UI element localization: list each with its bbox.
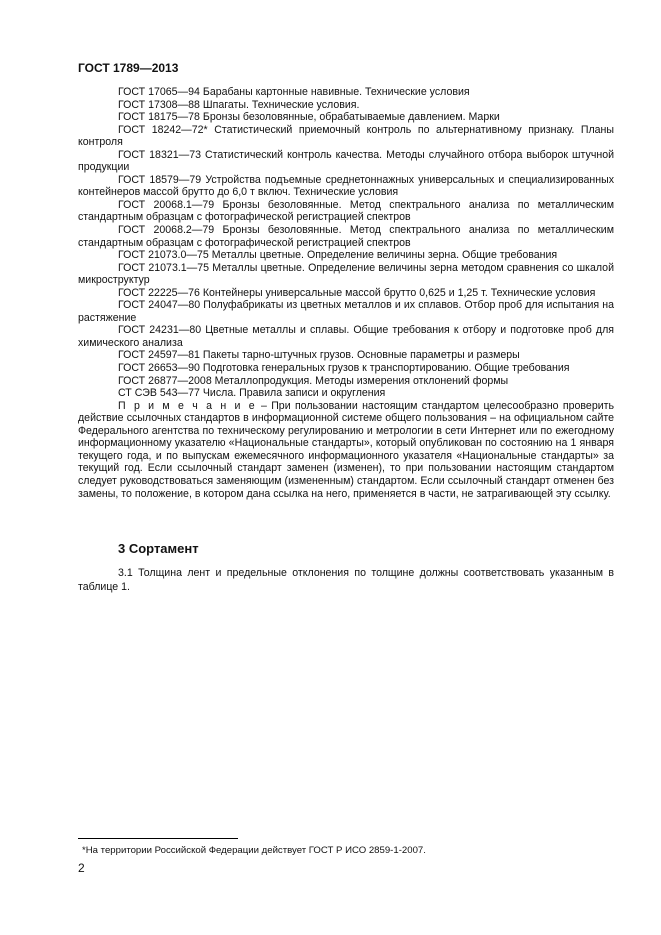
reference-item: ГОСТ 18321—73 Статистический контроль качества. Методы случайного отбора выборок штучной продукции <box>78 148 614 174</box>
reference-item: ГОСТ 26653—90 Подготовка генеральных грузов к транспортированию. Общие требования <box>118 362 570 375</box>
page-number: 2 <box>78 861 85 875</box>
section-heading: 3 Сортамент <box>118 541 199 556</box>
reference-item: ГОСТ 20068.1—79 Бронзы безоловянные. Метод спектрального анализа по металлическим стандартным образцам с фотографической регистрацией спектров <box>78 198 614 224</box>
reference-item: ГОСТ 24231—80 Цветные металлы и сплавы. Общие требования к отбору и подготовке проб для химического анализа <box>78 324 614 349</box>
section-body <box>78 567 614 594</box>
document-header: ГОСТ 1789—2013 <box>78 61 179 75</box>
note-label: П р и м е ч а н и е <box>118 399 257 412</box>
footnote: *На территории Российской Федерации действует ГОСТ Р ИСО 2859-1-2007. <box>82 845 426 856</box>
reference-item: ГОСТ 26877—2008 Металлопродукция. Методы измерения отклонений формы <box>118 374 509 387</box>
note-text: – При пользовании настоящим стандартом целесообразно проверить действие ссылочных стандартов в информационной системе общего пользования – на официальном сайте Федерального агентства по техническому регулированию и метрологии в сети Интернет или по ежегодному информационному указателю «Национальные стандарты», который опубликован по состоянию на 1 января текущего года, и по выпускам ежемесячного информационного указателя «Национальные стандарты» за текущий год. Если ссылочный стандарт заменен (изменен), то при пользовании настоящим стандартом следует руководствоваться заменяющим (измененным) стандартом. Если ссылочный стандарт отменен без замены, то положение, в котором дана ссылка на него, применяется в части, не затрагивающей эту ссылку. <box>78 399 614 500</box>
reference-item: ГОСТ 17308—88 Шпагаты. Технические условия. <box>118 98 360 111</box>
reference-item: ГОСТ 21073.1—75 Металлы цветные. Определение величины зерна методом сравнения со шкалой микроструктур <box>78 261 614 287</box>
reference-item: ГОСТ 21073.0—75 Металлы цветные. Определение величины зерна. Общие требования <box>118 249 558 262</box>
reference-item: ГОСТ 24597—81 Пакеты тарно-штучных грузов. Основные параметры и размеры <box>118 349 520 362</box>
reference-item: ГОСТ 17065—94 Барабаны картонные навивные. Технические условия <box>118 86 470 98</box>
footnote-divider <box>78 838 238 839</box>
reference-item: ГОСТ 18579—79 Устройства подъемные среднетоннажных универсальных и специализированных контейнеров массой брутто до 6,0 т включ. Технические условия <box>78 173 614 199</box>
reference-item: ГОСТ 20068.2—79 Бронзы безоловянные. Метод спектрального анализа по металлическим стандартным образцам с фотографической регистрацией спектров <box>78 224 614 249</box>
reference-item: ГОСТ 24047—80 Полуфабрикаты из цветных металлов и их сплавов. Отбор проб для испытания на растяжение <box>78 299 614 324</box>
reference-item: ГОСТ 18175—78 Бронзы безоловянные, обрабатываемые давлением. Марки <box>118 111 500 124</box>
note-paragraph <box>78 400 614 500</box>
reference-item: СТ СЭВ 543—77 Числа. Правила записи и округления <box>118 387 386 400</box>
reference-item: ГОСТ 18242—72* Статистический приемочный контроль по альтернативному признаку. Планы контроля <box>78 123 614 149</box>
section-paragraph: 3.1 Толщина лент и предельные отклонения по толщине должны соответствовать указанным в таблице 1. <box>78 567 614 593</box>
reference-item: ГОСТ 22225—76 Контейнеры универсальные массой брутто 0,625 и 1,25 т. Технические условия <box>118 286 596 299</box>
normative-references <box>78 86 614 500</box>
